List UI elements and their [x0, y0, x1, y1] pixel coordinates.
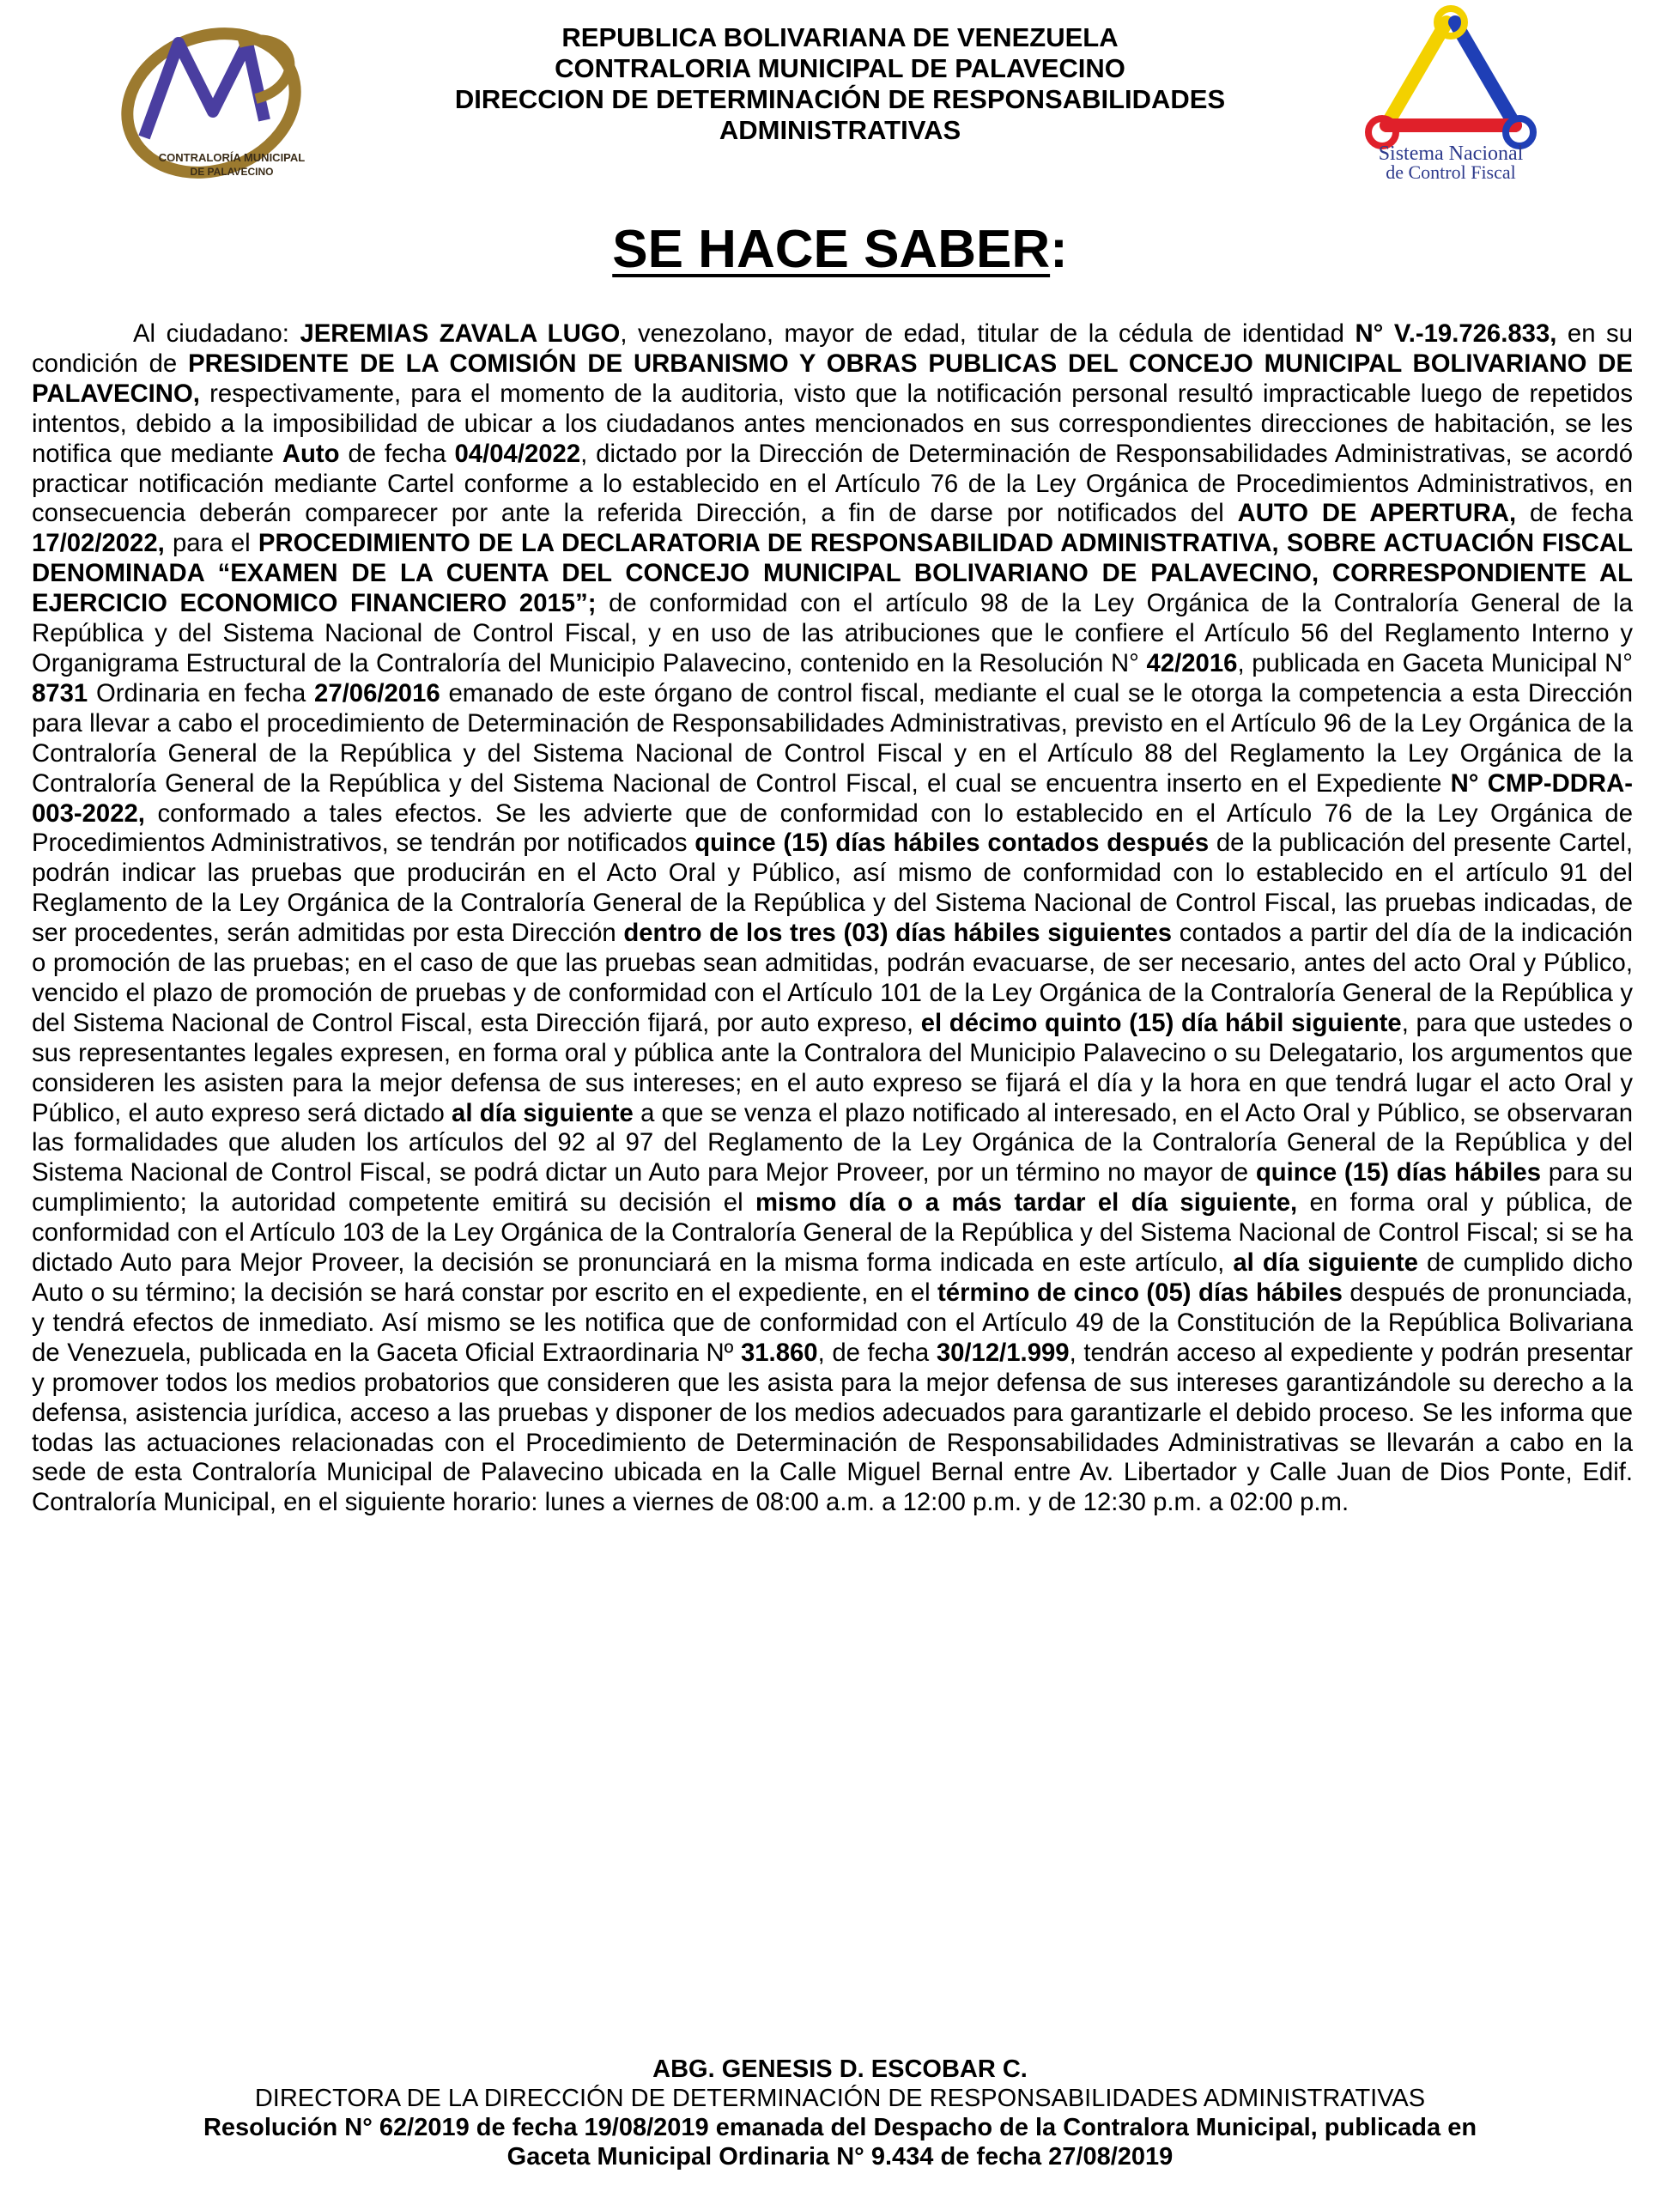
header-line-3: DIRECCION DE DETERMINACIÓN DE RESPONSABILIDADES	[454, 84, 1226, 114]
text-run: , para que ustedes o sus representantes legales expresen, en forma oral y pública ante la Contralora del Municipio Palavecino o su Delegatario, los argumentos que consideren les asisten para la mejor defensa de sus intereses; en el auto expreso se fijará el día y la hora en que tendrá lugar el acto Oral y Público, el auto expreso será dictado	[32, 1008, 1633, 1127]
resolution-number: 42/2016	[1146, 648, 1238, 677]
text-run: de conformidad con el artículo 98 de la Ley Orgánica de la Contraloría General de la República y del Sistema Nacional de Control Fiscal, y en uso de las atribuciones que le confiere el Artículo 56 del Reglamento Interno y Organigrama Estructural de la Contraloría del Municipio Palavecino, contenido en la Resolución N°	[32, 589, 1633, 677]
text-run: emanado de este órgano de control fiscal, mediante el cual se le otorga la competencia a esta Dirección para llevar a cabo el procedimiento de Determinación de Responsabilidades Administrativas, previsto en el Artículo 96 de la Ley Orgánica de la Contraloría General de la República y del Sistema Nacional de Control Fiscal y en el Artículo 88 del Reglamento la Ley Orgánica de la Contraloría General de la República y del Sistema Nacional de Control Fiscal, el cual se encuentra inserto en el Expediente	[32, 678, 1633, 798]
bold-run: AUTO DE APERTURA,	[1237, 499, 1517, 528]
notice-paragraph	[32, 319, 1633, 1518]
id-number: N° V.-19.726.833,	[1355, 319, 1557, 348]
signature-block	[0, 2055, 1680, 2171]
text-run: de cumplido dicho Auto o su término; la decisión se hará constar por escrito en el expediente, en el	[32, 1248, 1633, 1307]
logo-left-text2: DE PALAVECINO	[190, 166, 274, 178]
bold-run: quince (15) días hábiles contados después	[694, 829, 1210, 858]
text-run: contados a partir del día de la indicación o promoción de las pruebas; en el caso de que las pruebas sean admitidas, podrán evacuarse, de ser necesario, antes del acto Oral y Público, vencido el plazo de promoción de pruebas y de conformidad con el Artículo 101 de la Ley Orgánica de la Contraloría General de la República y del Sistema Nacional de Control Fiscal, esta Dirección fijará, por auto expreso,	[32, 919, 1634, 1037]
text-run: Al ciudadano:	[133, 319, 300, 348]
citizen-name: JEREMIAS ZAVALA LUGO	[300, 319, 621, 348]
bold-run: mismo día o a más tardar el día siguiente,	[755, 1188, 1298, 1217]
bold-run: dentro de los tres (03) días hábiles siguientes	[623, 919, 1173, 948]
page-title	[0, 220, 1680, 280]
notice-body	[32, 319, 1633, 1518]
text-run: en su condición de	[32, 319, 1633, 378]
logo-right-text1: Sistema Nacional	[1378, 143, 1524, 165]
bold-run: Auto	[282, 439, 340, 468]
bold-run: quince (15) días hábiles	[1255, 1158, 1542, 1187]
citizen-position: PRESIDENTE DE LA COMISIÓN DE URBANISMO Y OBRAS PUBLICAS DEL CONCEJO MUNICIPAL BOLIVARIANO DE PALAVECINO,	[32, 349, 1633, 408]
text-run: de la publicación del presente Cartel, podrán indicar las pruebas que producirán en el Acto Oral y Público, así mismo de conformidad con lo establecido en el artículo 91 del Reglamento de la Ley Orgánica de la Contraloría General de la República y del Sistema Nacional de Control Fiscal, las pruebas indicadas, de ser procedentes, serán admitidas por esta Dirección	[32, 829, 1633, 948]
text-run: de fecha	[1516, 499, 1633, 528]
gaceta-oficial-number: 31.860	[740, 1338, 818, 1367]
document-header	[0, 22, 1680, 146]
procedure-name: PROCEDIMIENTO DE LA DECLARATORIA DE RESPONSABILIDAD ADMINISTRATIVA, SOBRE ACTUACIÓN FISCAL DENOMINADA “EXAMEN DE LA CUENTA DEL CONCEJO MUNICIPAL BOLIVARIANO DE PALAVECINO, CORRESPONDIENTE AL EJERCICIO ECONOMICO FINANCIERO 2015”;	[32, 529, 1633, 618]
text-run: , venezolano, mayor de edad, titular de la cédula de identidad	[620, 319, 1356, 348]
apertura-date: 17/02/2022,	[32, 529, 165, 558]
header-line-4: ADMINISTRATIVAS	[719, 115, 961, 145]
text-run: Ordinaria en fecha	[88, 678, 315, 707]
text-run: , tendrán acceso al expediente y podrán presentar y promover todos los medios probatorios que consideren que les asista para la mejor defensa de sus intereses garantizándole su derecho a la defensa, asistencia jurídica, acceso a las pruebas y disponer de los medios adecuados para garantizarle el debido proceso. Se les informa que todas las actuaciones relacionadas con el Procedimiento de Determinación de Responsabilidades Administrativas se llevarán a cabo en la sede de esta Contraloría Municipal de Palavecino ubicada en la Calle Miguel Bernal entre Av. Libertador y Calle Juan de Dios Ponte, Edif. Contraloría Municipal, en el siguiente horario: lunes a viernes de 08:00 a.m. a 12:00 p.m. y de 12:30 p.m. a 02:00 p.m.	[32, 1338, 1633, 1517]
bold-run: al día siguiente	[452, 1098, 634, 1127]
gaceta-oficial-date: 30/12/1.999	[936, 1338, 1070, 1367]
text-run: , dictado por la Dirección de Determinación de Responsabilidades Administrativas, se acordó practicar notificación mediante Cartel conforme a lo establecido en el Artículo 76 de la Ley Orgánica de Procedimientos Administrativos, en consecuencia deberán comparecer por ante la referida Dirección, a fin de darse por notificados del	[32, 439, 1633, 528]
text-run: para su cumplimiento; la autoridad competente emitirá su decisión el	[32, 1158, 1634, 1217]
signatory-position: DIRECTORA DE LA DIRECCIÓN DE DETERMINACIÓN DE RESPONSABILIDADES ADMINISTRATIVAS	[254, 2085, 1426, 2112]
auto-date: 04/04/2022	[454, 439, 581, 468]
logo-right-text2: de Control Fiscal	[1386, 161, 1516, 183]
title-colon: :	[1050, 220, 1068, 279]
text-run: , de fecha	[817, 1338, 937, 1367]
signatory-resolution-line1: Resolución N° 62/2019 de fecha 19/08/2019 emanada del Despacho de la Contralora Municipal, publicada en	[203, 2114, 1477, 2141]
expediente-number: N° CMP-DDRA-003-2022,	[32, 768, 1633, 828]
header-line-2: CONTRALORIA MUNICIPAL DE PALAVECINO	[555, 53, 1125, 83]
bold-run: término de cinco (05) días hábiles	[937, 1278, 1343, 1307]
bold-run: el décimo quinto (15) día hábil siguiente	[920, 1008, 1402, 1037]
text-run: conformado a tales efectos. Se les advierte que de conformidad con lo establecido en el Artículo 76 de la Ley Orgánica de Procedimientos Administrativos, se tendrán por notificados	[32, 798, 1633, 858]
text-run: respectivamente, para el momento de la auditoria, visto que la notificación personal resultó impracticable luego de repetidos intentos, debido a la imposibilidad de ubicar a los ciudadanos antes mencionados en sus correspondientes direcciones de habitación, se les notifica que mediante	[32, 379, 1633, 468]
gaceta-date: 27/06/2016	[314, 678, 440, 707]
text-run: después de pronunciada, y tendrá efectos de inmediato. Así mismo se les notifica que de conformidad con el Artículo 49 de la Constitución de la República Bolivariana de Venezuela, publicada en la Gaceta Oficial Extraordinaria Nº	[32, 1278, 1634, 1367]
text-run: , publicada en Gaceta Municipal N°	[1237, 648, 1633, 677]
text-run: en forma oral y pública, de conformidad con el Artículo 103 de la Ley Orgánica de la Contraloría General de la República y del Sistema Nacional de Control Fiscal; si se ha dictado Auto para Mejor Proveer, la decisión se pronunciará en la misma forma indicada en este artículo,	[32, 1188, 1633, 1278]
title-main: SE HACE SABER	[612, 220, 1051, 279]
text-run: a que se venza el plazo notificado al interesado, en el Acto Oral y Público, se observaran las formalidades que aluden los artículos del 92 al 97 del Reglamento de la Ley Orgánica de la Contraloría General de la República y del Sistema Nacional de Control Fiscal, se podrá dictar un Auto para Mejor Proveer, por un término no mayor de	[32, 1098, 1633, 1187]
signatory-resolution-line2: Gaceta Municipal Ordinaria N° 9.434 de fecha 27/08/2019	[506, 2143, 1174, 2171]
logo-left-text1: CONTRALORÍA MUNICIPAL	[158, 151, 306, 164]
gaceta-number: 8731	[32, 678, 88, 707]
header-line-1: REPUBLICA BOLIVARIANA DE VENEZUELA	[561, 22, 1119, 52]
bold-run: al día siguiente	[1233, 1248, 1418, 1278]
signatory-name: ABG. GENESIS D. ESCOBAR C.	[652, 2055, 1028, 2083]
text-run: de fecha	[339, 439, 455, 468]
text-run: para el	[164, 529, 258, 558]
